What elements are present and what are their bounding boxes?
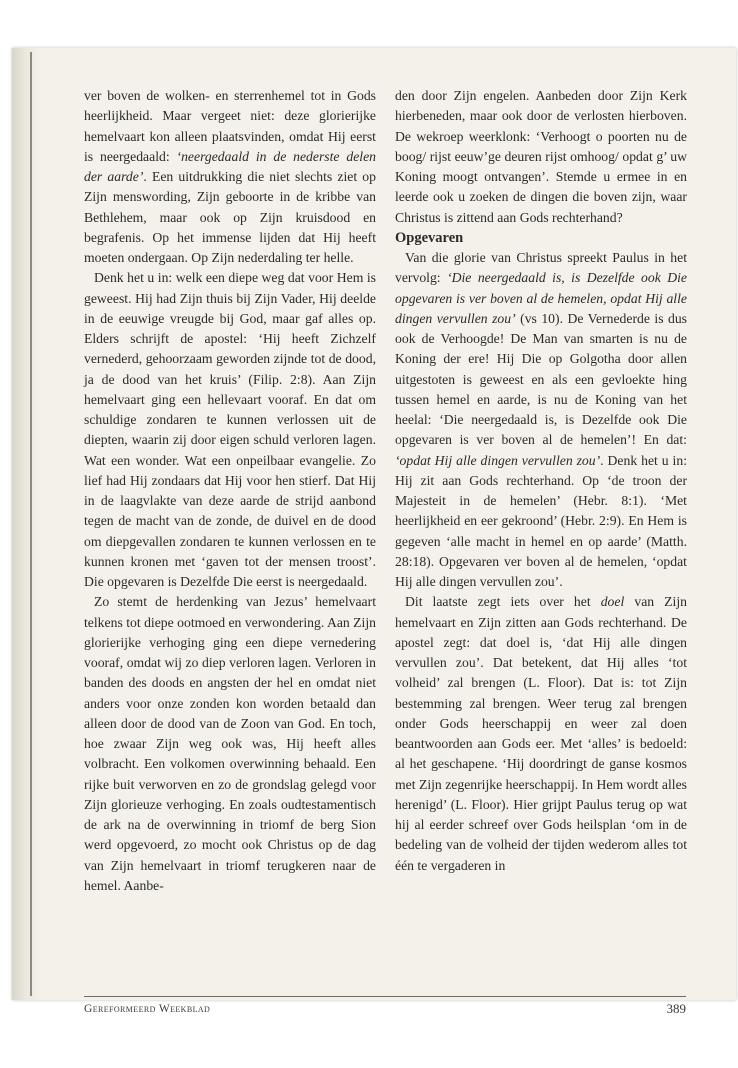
- left-paragraph-2: Denk het u in: welk een diepe weg dat voor Hem is geweest. Hij had Zijn thuis bij Zijn Vader, Hij deelde in de eeuwige vreugde bij God, maar gaf alles op. Elders schrijft de apostel: ‘Hij heeft Zichzelf vernederd, gehoorzaam geworden zijnde tot de dood, ja de dood van het kruis’ (Filip. 2:8). Aan Zijn hemelvaart ging een hellevaart vooraf. En dat om schuldige zondaren te kunnen verlossen uit de diepten, waarin zij door eigen schuld verloren lagen. Wat een wonder. Wat een onpeilbaar evangelie. Zo lief had Hij zondaars dat Hij voor hen stierf. Dat Hij in de laagvlakte van deze aarde de strijd aanbond tegen de macht van de zonde, de duivel en de dood om diepgevallen zondaren te kunnen verlossen en te kunnen kronen met ‘gaven tot der mensen troost’. Die opgevaren is Dezelfde Die eerst is neergedaald.: [84, 270, 376, 589]
- quote-neergedaald: ‘neergedaald in de nederste delen der aarde’: [84, 148, 376, 184]
- quote-die-neergedaald: ‘Die neergedaald is, is Dezelfde ook Die opgevaren is ver boven al de hemelen, opdat Hij alle dingen vervullen zou’: [395, 270, 687, 326]
- page-binding-shadow: [12, 48, 42, 1000]
- right-paragraph-1: den door Zijn engelen. Aanbeden door Zijn Kerk hierbeneden, maar ook door de verlosten hierboven. De wekroep weerklonk: ‘Verhoogt o poorten nu de boog/ rijst eeuw’ge deuren rijst omhoog/ opdat g’ uw Koning moogt ontvangen’. Stemde u ermee in en leerde ook u zoeken de dingen die boven zijn, waar Christus is zittend aan Gods rechterhand?: [395, 88, 687, 225]
- right-column: [395, 86, 687, 876]
- left-paragraph-3: Zo stemt de herdenking van Jezus’ hemelvaart telkens tot diepe ootmoed en verwondering. Aan Zijn glorierijke verhoging ging een diepe vernedering vooraf, omdat wij zo diep verloren lagen. Verloren in banden des doods en angsten der hel en omdat niet anders voor onze zonden kon worden betaald dan alleen door de dood van de Zoon van God. En toch, hoe zwaar Zijn weg ook was, Hij heeft alles volbracht. Een volkomen overwinning behaald. Een rijke buit verworven en zo de grondslag gelegd voor Zijn glorieuze verhoging. En zoals oudtestamentisch de ark na de overwinning in triomf de berg Sion werd opgevoerd, zo mocht ook Christus op de dag van Zijn hemelvaart in triomf terugkeren naar de hemel. Aanbe-: [84, 594, 376, 893]
- page-number: 389: [666, 1001, 686, 1016]
- emphasis-doel: doel: [600, 594, 625, 610]
- footer-rule: [84, 996, 686, 997]
- page-edge-line: [30, 52, 32, 996]
- left-column: [84, 86, 376, 896]
- right-paragraph-2: Van die glorie van Christus spreekt Paulus in het vervolg: ‘Die neergedaald is, is Dezelfde ook Die opgevaren is ver boven al de hemelen, opdat Hij alle dingen vervullen zou’ (vs 10). De Vernederde is dus ook de Verhoogde! De Man van smarten is nu de Koning der ere! Hij Die op Golgotha door allen uitgestoten is geweest en als een gevloekte hing tussen hemel en aarde, is nu de Koning van het heelal: ‘Die neergedaald is, is Dezelfde ook Die opgevaren is ver boven al de hemelen’! En dat: ‘opdat Hij alle dingen vervullen zou’. Denk het u in: Hij zit aan Gods rechterhand. Op ‘de troon der Majesteit in de hemelen’ (Hebr. 8:1). ‘Met heerlijkheid en eer gekroond’ (Hebr. 2:9). En Hem is gegeven ‘alle macht in hemel en op aarde’ (Matth. 28:18). Opgevaren ver boven al de hemelen, ‘opdat Hij alle dingen vervullen zou’.: [395, 250, 687, 589]
- left-paragraph-1: ver boven de wolken- en sterrenhemel tot in Gods heerlijkheid. Maar vergeet niet: deze glorierijke hemelvaart kon alleen plaatsvinden, omdat Hij eerst is neergedaald: ‘neergedaald in de nederste delen der aarde’. Een uitdrukking die niet slechts ziet op Zijn menswording, Zijn geboorte in de kribbe van Bethlehem, maar ook op Zijn kruisdood en begrafenis. Op het immense lijden dat Hij heeft moeten ondergaan. Op Zijn nederdaling ter helle.: [84, 88, 376, 265]
- publication-name: Gereformeerd Weekblad: [84, 1003, 211, 1015]
- section-heading-opgevaren: Opgevaren: [395, 229, 464, 246]
- right-paragraph-3: Dit laatste zegt iets over het doel van Zijn hemelvaart en Zijn zitten aan Gods rechterhand. De apostel zegt: dat doel is, ‘dat Hij alle dingen vervullen zou’. Dat betekent, dat Hij alles ‘tot volheid’ zal brengen (L. Floor). Dat is: tot Zijn bestemming zal brengen. Weer terug zal brengen onder Gods heerschappij en weer zal doen beantwoorden aan Gods eer. Met ‘alles’ is bedoeld: al het geschapene. ‘Hij doordringt de ganse kosmos met Zijn zegenrijke heerschappij. In Hem wordt alles herenigd’ (L. Floor). Hier grijpt Paulus terug op wat hij al eerder schreef over Gods heilsplan ‘om in de bedeling van de volheid der tijden wederom alles tot één te vergaderen in: [395, 594, 687, 873]
- quote-opdat: ‘opdat Hij alle dingen vervullen zou’: [395, 452, 601, 468]
